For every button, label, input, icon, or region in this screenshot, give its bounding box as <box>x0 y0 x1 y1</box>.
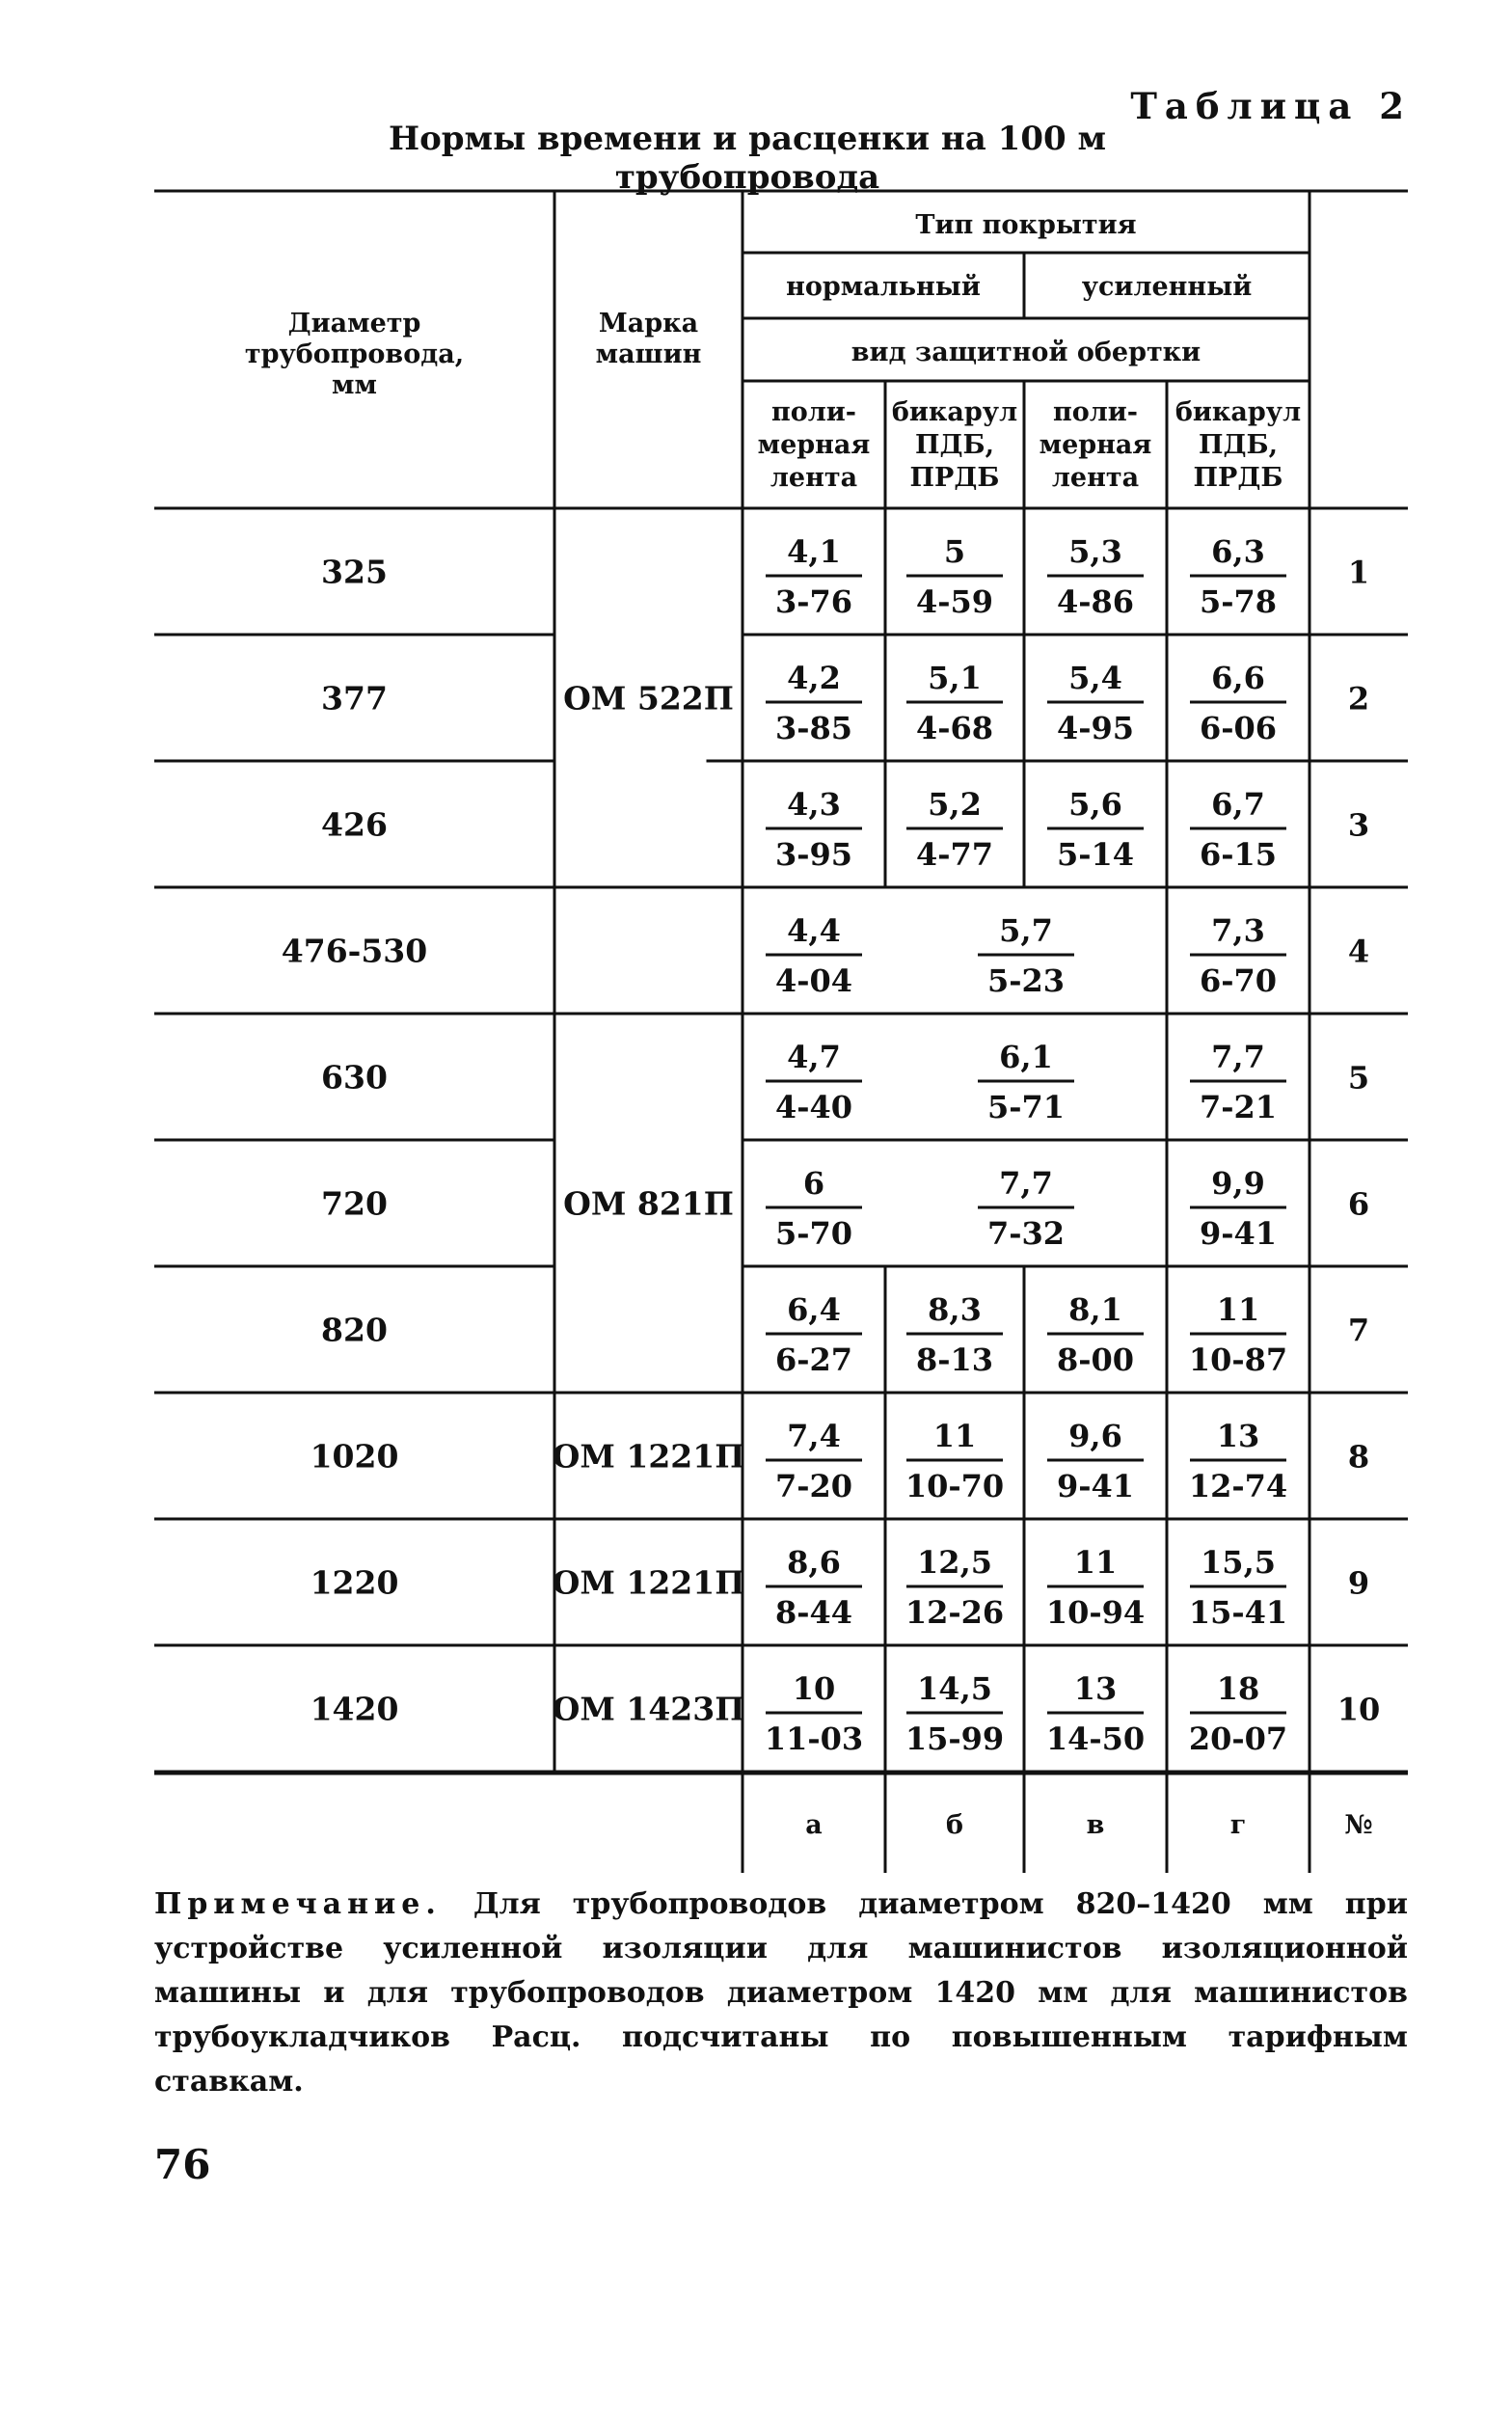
norm-cell-numerator: 4,7 <box>787 1039 841 1075</box>
norm-cell-numerator: 6,7 <box>1211 786 1265 823</box>
norm-cell-denominator: 5-14 <box>1056 836 1135 873</box>
norm-cell-numerator: 5,4 <box>1068 660 1122 696</box>
wrap-subheader-line: бикарул <box>891 397 1018 427</box>
wrap-subheader-line: ПДБ, <box>915 430 994 460</box>
row-diameter: 630 <box>321 1058 388 1097</box>
norm-cell-numerator: 11 <box>1073 1544 1118 1581</box>
norm-cell-numerator: 14,5 <box>917 1670 992 1707</box>
row-number: 6 <box>1347 1185 1370 1223</box>
norm-cell-numerator: 5 <box>943 533 966 570</box>
column-letter: в <box>1086 1810 1105 1840</box>
normal-header: нормальный <box>786 272 981 302</box>
wrap-subheader-line: ПРДБ <box>1193 463 1283 493</box>
norm-cell-denominator: 3-76 <box>774 583 853 620</box>
row-diameter: 1420 <box>310 1690 399 1728</box>
norm-cell-denominator: 8-44 <box>774 1594 853 1631</box>
column-letter: б <box>945 1810 964 1840</box>
norm-cell-denominator: 8-00 <box>1056 1341 1135 1378</box>
norm-cell-denominator: 7-32 <box>986 1215 1066 1252</box>
norm-cell-numerator: 9,9 <box>1211 1165 1265 1202</box>
norm-cell-numerator: 7,4 <box>787 1418 841 1454</box>
diameter-header-line: Диаметр <box>287 309 421 339</box>
norm-cell-numerator: 11 <box>932 1418 977 1454</box>
norm-cell-denominator: 12-74 <box>1188 1468 1288 1504</box>
norm-cell-denominator: 4-77 <box>915 836 994 873</box>
norm-cell-denominator: 3-85 <box>774 710 853 746</box>
norm-cell-denominator: 7-21 <box>1199 1089 1278 1125</box>
coating-type-header: Тип покрытия <box>915 210 1137 240</box>
reinforced-header: усиленный <box>1081 272 1253 302</box>
norm-cell-denominator: 7-20 <box>774 1468 853 1504</box>
norm-cell-denominator: 5-78 <box>1199 583 1278 620</box>
norm-cell-denominator: 5-23 <box>986 962 1066 999</box>
wrap-subheader-line: мерная <box>757 430 871 460</box>
norm-cell-numerator: 7,3 <box>1211 912 1265 949</box>
wrap-subheader-line: ПДБ, <box>1199 430 1278 460</box>
norm-cell-denominator: 10-70 <box>904 1468 1005 1504</box>
note-text: Для трубопроводов диаметром 820–1420 мм при устройстве усиленной изоляции для машинистов изоляционной машины и для трубопроводов диаметром 1420 мм для машинистов трубоукладчиков Расц. подсчитаны по повышенным тарифным ставкам. <box>154 1887 1408 2099</box>
norm-cell-numerator: 5,1 <box>928 660 982 696</box>
norm-cell-numerator: 5,3 <box>1068 533 1122 570</box>
norm-cell-denominator: 4-86 <box>1056 583 1135 620</box>
norm-cell-numerator: 4,3 <box>787 786 841 823</box>
row-number: 1 <box>1347 554 1370 591</box>
column-letter: а <box>805 1810 823 1840</box>
norm-cell-denominator: 11-03 <box>764 1720 864 1757</box>
norm-cell-denominator: 15-41 <box>1188 1594 1288 1631</box>
diameter-header-line: трубопровода, <box>244 339 465 369</box>
norm-cell-denominator: 3-95 <box>774 836 853 873</box>
norm-cell-denominator: 12-26 <box>904 1594 1005 1631</box>
norm-cell-numerator: 5,2 <box>928 786 982 823</box>
row-diameter: 820 <box>321 1311 388 1349</box>
column-letter: № <box>1344 1810 1373 1840</box>
row-diameter: 476-530 <box>281 932 428 970</box>
norm-cell-denominator: 10-87 <box>1188 1341 1288 1378</box>
row-number: 10 <box>1336 1691 1381 1728</box>
machine-om821: ОМ 821П <box>563 1184 734 1223</box>
row-diameter: 1220 <box>310 1563 399 1602</box>
norm-cell-numerator: 6,1 <box>999 1039 1053 1075</box>
machine-om522: ОМ 522П <box>563 679 734 718</box>
norm-cell-denominator: 6-27 <box>774 1341 853 1378</box>
norm-cell-numerator: 13 <box>1216 1418 1260 1454</box>
norm-cell-numerator: 11 <box>1216 1291 1260 1328</box>
norm-cell-numerator: 6 <box>802 1165 825 1202</box>
page-number: 76 <box>154 2141 211 2188</box>
wrap-subheader-line: ПРДБ <box>909 463 1000 493</box>
machine-om1423: ОМ 1423П <box>552 1690 745 1728</box>
norm-cell-numerator: 15,5 <box>1201 1544 1276 1581</box>
wrap-subheader-line: мерная <box>1039 430 1152 460</box>
norm-cell-numerator: 7,7 <box>999 1165 1053 1202</box>
norm-cell-denominator: 6-06 <box>1199 710 1278 746</box>
norm-cell-numerator: 12,5 <box>917 1544 992 1581</box>
norm-cell-denominator: 5-71 <box>986 1089 1066 1125</box>
norm-cell-denominator: 4-40 <box>774 1089 853 1125</box>
norm-cell-denominator: 5-70 <box>774 1215 853 1252</box>
row-diameter: 377 <box>321 679 388 718</box>
norm-cell-numerator: 9,6 <box>1068 1418 1122 1454</box>
wrap-subheader-line: поли- <box>1052 397 1139 427</box>
norm-cell-denominator: 4-68 <box>915 710 994 746</box>
row-number: 2 <box>1347 680 1370 718</box>
norm-cell-numerator: 8,3 <box>928 1291 982 1328</box>
row-number: 9 <box>1347 1564 1370 1602</box>
norm-cell-denominator: 9-41 <box>1199 1215 1278 1252</box>
norm-cell-numerator: 6,6 <box>1211 660 1265 696</box>
table-cells <box>245 210 1380 1840</box>
table-note <box>154 1883 1408 2104</box>
norm-cell-numerator: 4,4 <box>787 912 841 949</box>
wrap-subheader-line: бикарул <box>1174 397 1302 427</box>
row-number: 7 <box>1347 1312 1370 1349</box>
norm-cell-denominator: 4-59 <box>915 583 994 620</box>
norm-cell-numerator: 13 <box>1073 1670 1118 1707</box>
norm-cell-denominator: 14-50 <box>1045 1720 1146 1757</box>
machine-om1221: ОМ 1221П <box>552 1437 745 1476</box>
page-label: Таблица 2 <box>1130 85 1412 127</box>
note-label: Примечание. <box>154 1887 442 1921</box>
row-diameter: 426 <box>321 805 388 844</box>
wrap-subheader-line: лента <box>1051 463 1140 493</box>
norm-cell-numerator: 18 <box>1216 1670 1260 1707</box>
norm-cell-numerator: 4,1 <box>787 533 841 570</box>
row-number: 5 <box>1347 1059 1370 1097</box>
wrap-type-header: вид защитной обертки <box>850 338 1202 367</box>
machine-header-line: машин <box>595 339 702 369</box>
norm-cell-denominator: 6-15 <box>1199 836 1278 873</box>
table-title: Нормы времени и расценки на 100 м трубопровода <box>388 120 1107 197</box>
norm-cell-denominator: 20-07 <box>1188 1720 1288 1757</box>
norm-cell-denominator: 9-41 <box>1056 1468 1135 1504</box>
norm-cell-denominator: 4-04 <box>774 962 853 999</box>
row-diameter: 325 <box>321 553 388 591</box>
norm-cell-denominator: 4-95 <box>1056 710 1135 746</box>
row-number: 8 <box>1347 1438 1370 1476</box>
machine-om1221: ОМ 1221П <box>552 1563 745 1602</box>
norm-cell-denominator: 15-99 <box>904 1720 1005 1757</box>
norm-cell-numerator: 6,3 <box>1211 533 1265 570</box>
norm-cell-numerator: 7,7 <box>1211 1039 1265 1075</box>
row-diameter: 720 <box>321 1184 388 1223</box>
norm-cell-numerator: 10 <box>792 1670 836 1707</box>
norm-cell-numerator: 6,4 <box>787 1291 841 1328</box>
norm-cell-numerator: 5,6 <box>1068 786 1122 823</box>
norm-cell-denominator: 6-70 <box>1199 962 1278 999</box>
row-diameter: 1020 <box>310 1437 399 1476</box>
norm-cell-numerator: 8,6 <box>787 1544 841 1581</box>
norm-cell-numerator: 4,2 <box>787 660 841 696</box>
machine-header-line: Марка <box>598 309 699 339</box>
norm-cell-denominator: 8-13 <box>915 1341 994 1378</box>
column-letter: г <box>1229 1810 1247 1840</box>
row-number: 4 <box>1347 933 1370 970</box>
norm-cell-denominator: 10-94 <box>1045 1594 1146 1631</box>
diameter-header-line: мм <box>332 370 377 400</box>
norm-cell-numerator: 5,7 <box>999 912 1053 949</box>
wrap-subheader-line: лента <box>770 463 858 493</box>
wrap-subheader-line: поли- <box>770 397 857 427</box>
row-number: 3 <box>1347 806 1370 844</box>
norm-cell-numerator: 8,1 <box>1068 1291 1122 1328</box>
